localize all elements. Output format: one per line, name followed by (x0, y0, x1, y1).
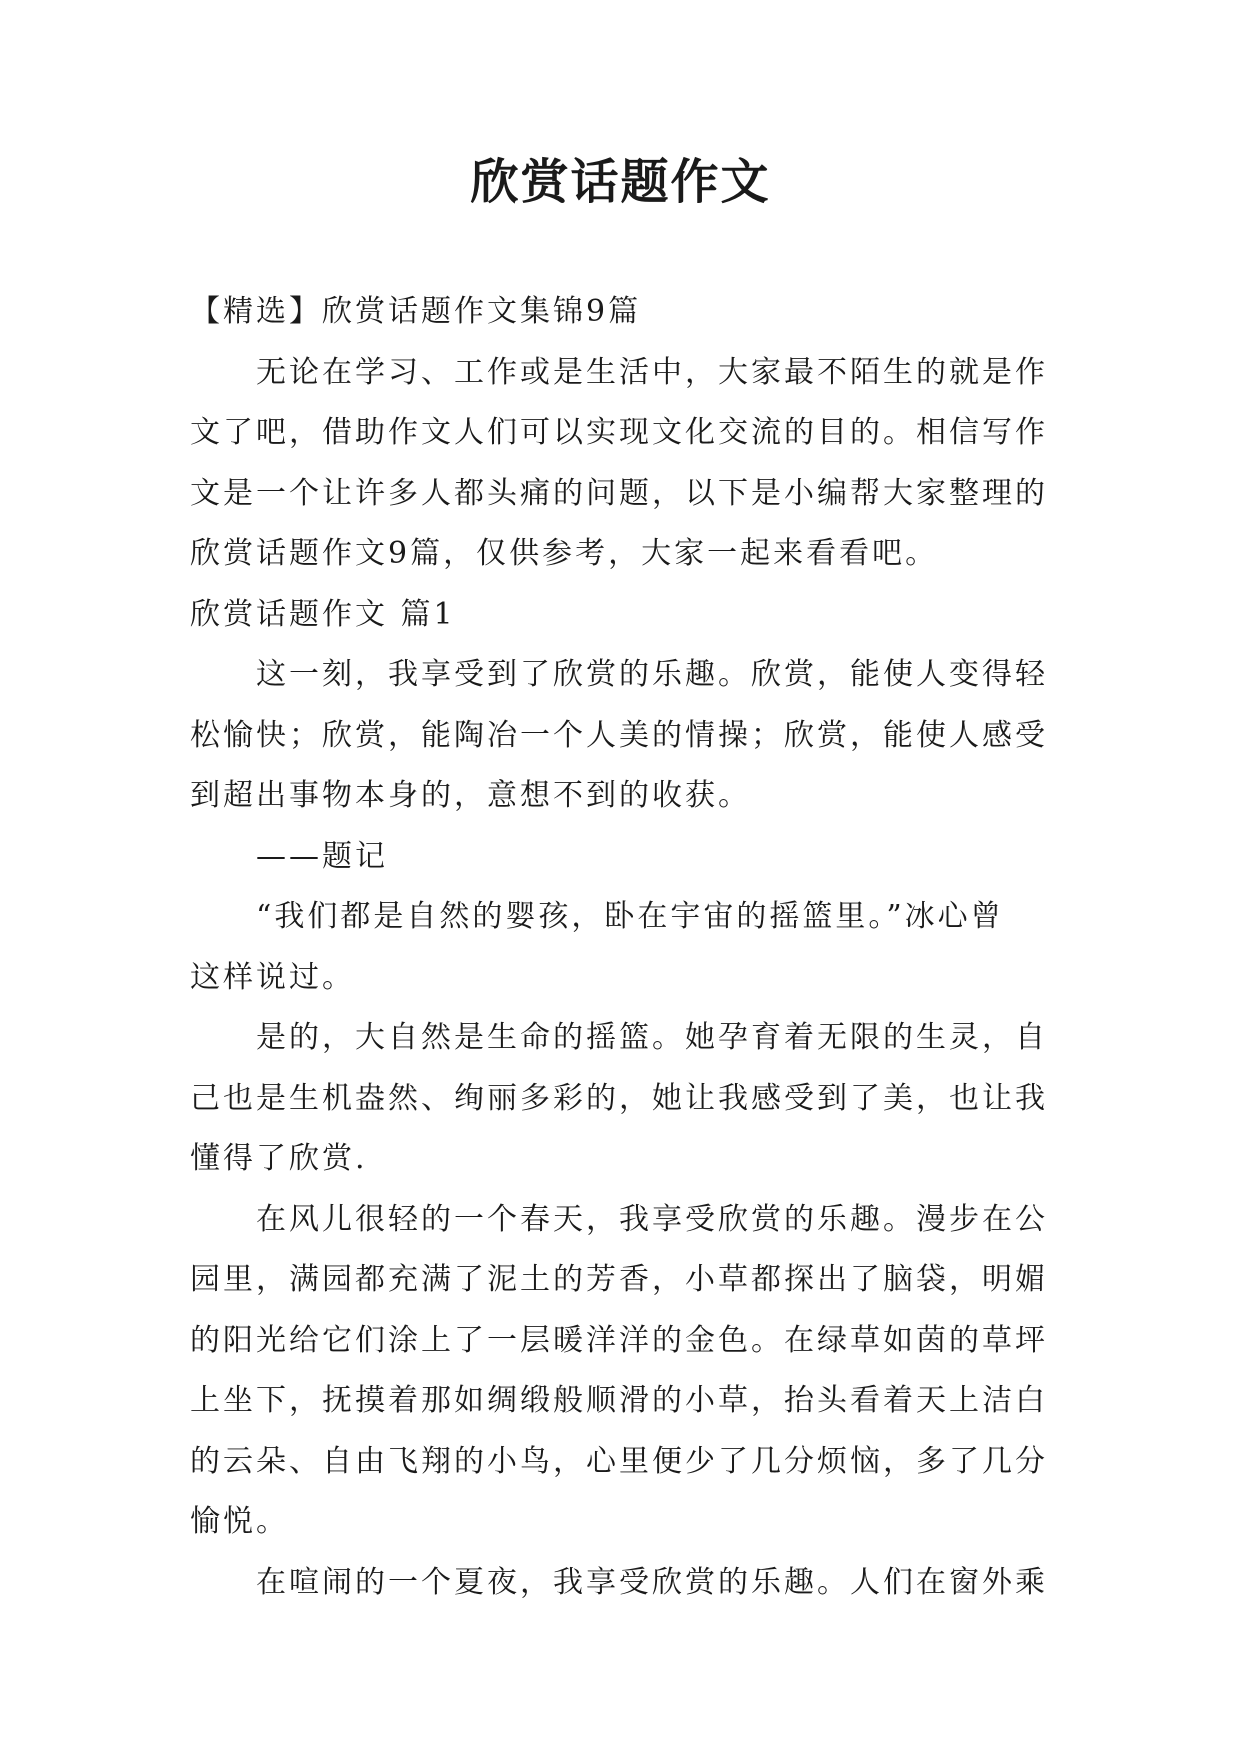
section-heading: 欣赏话题作文 篇1 (190, 596, 456, 632)
subtitle-line: 【精选】欣赏话题作文集锦9篇 (190, 294, 642, 329)
paragraph-line: 到超出事物本身的，意想不到的收获。 (190, 778, 751, 813)
paragraph-line: 愉悦。 (190, 1504, 289, 1539)
paragraph-line: 文了吧，借助作文人们可以实现文化交流的目的。相信写作 (190, 415, 1048, 450)
document-body (190, 282, 1060, 1613)
paragraph-line: 的云朵、自由飞翔的小鸟，心里便少了几分烦恼，多了几分 (190, 1443, 1048, 1479)
epigraph-attribution: ——题记 (256, 838, 388, 874)
paragraph-line: 无论在学习、工作或是生活中，大家最不陌生的就是作 (256, 354, 1048, 390)
paragraph-line: 上坐下，抚摸着那如绸缎般顺滑的小草，抬头看着天上洁白 (190, 1383, 1048, 1418)
paragraph-line: 松愉快；欣赏，能陶冶一个人美的情操；欣赏，能使人感受 (190, 717, 1048, 753)
paragraph-line: 园里，满园都充满了泥土的芳香，小草都探出了脑袋，明媚 (190, 1262, 1048, 1297)
document-title: 欣赏话题作文 (470, 154, 771, 210)
paragraph-line: 欣赏话题作文9篇，仅供参考，大家一起来看看吧。 (190, 536, 939, 571)
paragraph-line: 是的，大自然是生命的摇篮。她孕育着无限的生灵，自 (256, 1020, 1048, 1055)
paragraph-line: 在喧闹的一个夏夜，我享受欣赏的乐趣。人们在窗外乘 (256, 1564, 1048, 1600)
paragraph-line: 在风儿很轻的一个春天，我享受欣赏的乐趣。漫步在公 (256, 1201, 1048, 1237)
paragraph-line: 己也是生机盎然、绚丽多彩的，她让我感受到了美，也让我 (190, 1080, 1048, 1116)
paragraph-line: 文是一个让许多人都头痛的问题，以下是小编帮大家整理的 (190, 475, 1048, 511)
paragraph-line: 这一刻，我享受到了欣赏的乐趣。欣赏，能使人变得轻 (256, 657, 1048, 692)
paragraph-line: 的阳光给它们涂上了一层暖洋洋的金色。在绿草如茵的草坪 (190, 1322, 1048, 1358)
paragraph-line: 懂得了欣赏. (190, 1141, 368, 1176)
paragraph-line: “我们都是自然的婴孩，卧在宇宙的摇篮里。”冰心曾 (256, 899, 1004, 934)
paragraph-line: 这样说过。 (190, 959, 355, 995)
